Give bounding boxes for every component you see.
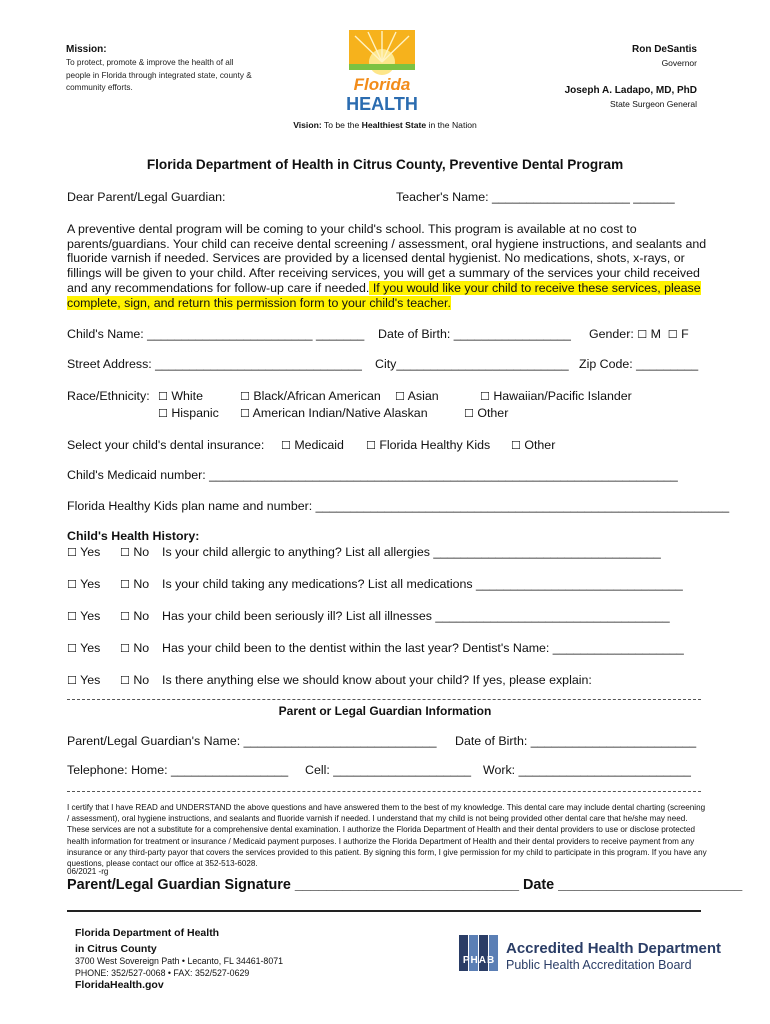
gender-f-checkbox[interactable]: ☐ bbox=[667, 329, 678, 341]
gender-label: Gender: bbox=[589, 327, 634, 341]
q2-medications-field[interactable]: Is your child taking any medications? List all medications ______________________________ bbox=[162, 577, 683, 591]
guardian-name-field[interactable]: Parent/Legal Guardian's Name: ____________________________ bbox=[67, 734, 437, 748]
date-of-birth-field[interactable]: Date of Birth: _________________ bbox=[378, 327, 571, 341]
signature-line[interactable]: Parent/Legal Guardian Signature ____________________________ Date _______________________ bbox=[67, 877, 743, 893]
no-label: No bbox=[133, 609, 150, 623]
yes-label: Yes bbox=[80, 641, 101, 655]
q4-dentist-field[interactable]: Has your child been to the dentist within the last year? Dentist's Name: ___________________ bbox=[162, 641, 684, 655]
checkbox-icon[interactable]: ☐ bbox=[67, 675, 77, 687]
checkbox-icon[interactable]: ☐ bbox=[67, 579, 77, 591]
checkbox-icon[interactable]: ☐ bbox=[281, 440, 291, 452]
q5-explain-field[interactable]: Is there anything else we should know about your child? If yes, please explain: bbox=[162, 673, 592, 687]
mission-text: To protect, promote & improve the health of all people in Florida through integrated state, county & community efforts. bbox=[66, 58, 252, 93]
city-field[interactable]: City_________________________ bbox=[375, 357, 569, 371]
phab-line2: Public Health Accreditation Board bbox=[506, 958, 692, 972]
q2-yes-option[interactable] bbox=[67, 577, 100, 591]
race-white-option[interactable] bbox=[158, 389, 203, 403]
race-asian-option[interactable] bbox=[395, 389, 439, 403]
vision-statement bbox=[0, 120, 770, 130]
q5-yes-option[interactable] bbox=[67, 673, 100, 687]
footer-address: 3700 West Sovereign Path • Lecanto, FL 34461-8071 bbox=[75, 956, 283, 966]
q1-no-option[interactable] bbox=[120, 545, 149, 559]
race-native-label: American Indian/Native Alaskan bbox=[252, 406, 428, 420]
phab-letters: PHAB bbox=[462, 955, 496, 966]
insurance-fhk-option[interactable] bbox=[366, 438, 490, 452]
governor-name: Ron DeSantis bbox=[631, 44, 697, 55]
greeting: Dear Parent/Legal Guardian: bbox=[67, 190, 226, 204]
no-label: No bbox=[133, 641, 150, 655]
checkbox-icon[interactable]: ☐ bbox=[240, 408, 250, 420]
yes-label: Yes bbox=[80, 673, 101, 687]
race-label: Race/Ethnicity: bbox=[67, 389, 150, 403]
insurance-other-label: Other bbox=[524, 438, 556, 452]
surgeon-general-name: Joseph A. Ladapo, MD, PhD bbox=[564, 85, 697, 96]
race-black-option[interactable] bbox=[240, 389, 381, 403]
vision-label: Vision: bbox=[293, 120, 322, 130]
checkbox-icon[interactable]: ☐ bbox=[120, 611, 130, 623]
q3-no-option[interactable] bbox=[120, 609, 149, 623]
yes-label: Yes bbox=[80, 545, 101, 559]
checkbox-icon[interactable]: ☐ bbox=[67, 611, 77, 623]
footer-org-line2: in Citrus County bbox=[75, 943, 157, 955]
race-other-option[interactable] bbox=[464, 406, 508, 420]
checkbox-icon[interactable]: ☐ bbox=[158, 391, 168, 403]
no-label: No bbox=[133, 673, 150, 687]
checkbox-icon[interactable]: ☐ bbox=[120, 643, 130, 655]
intro-text: A preventive dental program will be coming to your child's school. This program is available at no cost to parents/guardians. Your child can receive dental screening / assessment, oral hygiene instructions, and sealants and fluoride varnish if needed. Services are provided by a licensed dental hygienist. No medications, shots, x-rays, or fillings will be given to your child. After receiving services, you will get a summary of the services your child received and any recommendations for follow-up care if needed. bbox=[67, 222, 707, 295]
insurance-medicaid-label: Medicaid bbox=[294, 438, 344, 452]
insurance-label: Select your child's dental insurance: bbox=[67, 438, 265, 452]
footer-phone: PHONE: 352/527-0068 • FAX: 352/527-0629 bbox=[75, 968, 250, 979]
q1-allergies-field[interactable]: Is your child allergic to anything? List all allergies _________________________________ bbox=[162, 545, 661, 559]
q3-yes-option[interactable] bbox=[67, 609, 100, 623]
race-hispanic-option[interactable] bbox=[158, 406, 219, 420]
q5-answer-line[interactable] bbox=[67, 699, 701, 700]
q4-yes-option[interactable] bbox=[67, 641, 100, 655]
logo-word-health: HEALTH bbox=[346, 94, 418, 114]
revision-code: 06/2021 -rg bbox=[67, 867, 109, 876]
form-title: Florida Department of Health in Citrus County, Preventive Dental Program bbox=[146, 157, 624, 172]
medicaid-number-field[interactable]: Child's Medicaid number: ____________________________________________________________________ bbox=[67, 468, 678, 482]
divider bbox=[67, 791, 701, 792]
no-label: No bbox=[133, 577, 150, 591]
guardian-section-title: Parent or Legal Guardian Information bbox=[278, 704, 492, 718]
cell-phone-field[interactable]: Cell: ____________________ bbox=[305, 763, 472, 777]
q2-no-option[interactable] bbox=[120, 577, 149, 591]
checkbox-icon[interactable]: ☐ bbox=[120, 675, 130, 687]
child-name-field[interactable]: Child's Name: ________________________ _______ bbox=[67, 327, 365, 341]
yes-label: Yes bbox=[80, 609, 101, 623]
gender-m-label: M bbox=[650, 327, 661, 341]
checkbox-icon[interactable]: ☐ bbox=[67, 547, 77, 559]
governor-title: Governor bbox=[661, 58, 697, 68]
q1-yes-option[interactable] bbox=[67, 545, 100, 559]
insurance-fhk-label: Florida Healthy Kids bbox=[379, 438, 491, 452]
health-history-title: Child's Health History: bbox=[67, 529, 200, 543]
street-address-field[interactable]: Street Address: ______________________________ bbox=[67, 357, 362, 371]
q3-illnesses-field[interactable]: Has your child been seriously ill? List all illnesses __________________________________ bbox=[162, 609, 670, 623]
checkbox-icon[interactable]: ☐ bbox=[480, 391, 490, 403]
vision-pre: To be the bbox=[323, 120, 362, 130]
yes-label: Yes bbox=[80, 577, 101, 591]
phab-logo bbox=[459, 931, 722, 975]
insurance-other-option[interactable] bbox=[511, 438, 555, 452]
intro-paragraph bbox=[67, 222, 707, 310]
florida-health-logo bbox=[343, 28, 421, 114]
checkbox-icon[interactable]: ☐ bbox=[240, 391, 250, 403]
race-hawaiian-option[interactable] bbox=[480, 389, 632, 403]
race-white-label: White bbox=[171, 389, 204, 403]
gender-f-label: F bbox=[681, 327, 689, 341]
race-hawaiian-label: Hawaiian/Pacific Islander bbox=[493, 389, 632, 403]
checkbox-icon[interactable]: ☐ bbox=[120, 579, 130, 591]
checkbox-icon[interactable]: ☐ bbox=[158, 408, 168, 420]
gender-m-checkbox[interactable]: ☐ bbox=[637, 329, 648, 341]
footer-org-line1: Florida Department of Health bbox=[75, 927, 220, 939]
checkbox-icon[interactable]: ☐ bbox=[67, 643, 77, 655]
q4-no-option[interactable] bbox=[120, 641, 149, 655]
surgeon-general-title: State Surgeon General bbox=[610, 99, 697, 109]
footer-divider bbox=[67, 910, 701, 912]
checkbox-icon[interactable]: ☐ bbox=[395, 391, 405, 403]
checkbox-icon[interactable]: ☐ bbox=[511, 440, 521, 452]
certification-text: I certify that I have READ and UNDERSTAND the above questions and have answered them to the best of my knowledge. This dental care may include dental charting (screening / assessment), oral hygiene instructions, and sealants and fluoride varnish if needed. I understand that my child is not being provided other dental care that he/she may need. These services are not a substitute for a comprehensive dental examination. I authorize the Florida Department of Health and their dental providers to use or disclose protected health information for treatment or insurance / Medicaid payment purposes. I authorize the Florida Department of Health and their dental providers to receive payment from any insurance or any third-party payor that covers the services provided to this patient. By signing this form, I give permission for my child to participate in this program. If you have any questions, please contact our office at 352-513-6028. bbox=[67, 803, 707, 869]
footer-org bbox=[75, 925, 219, 957]
phab-line1: Accredited Health Department bbox=[506, 940, 722, 957]
logo-word-florida: Florida bbox=[353, 75, 411, 94]
work-phone-field[interactable]: Work: _________________________ bbox=[483, 763, 691, 777]
guardian-dob-field[interactable]: Date of Birth: ________________________ bbox=[455, 734, 697, 748]
checkbox-icon[interactable]: ☐ bbox=[366, 440, 376, 452]
no-label: No bbox=[133, 545, 150, 559]
race-hispanic-label: Hispanic bbox=[171, 406, 219, 420]
race-asian-label: Asian bbox=[407, 389, 439, 403]
zip-code-field[interactable]: Zip Code: _________ bbox=[579, 357, 699, 371]
checkbox-icon[interactable]: ☐ bbox=[120, 547, 130, 559]
race-black-label: Black/African American bbox=[253, 389, 381, 403]
mission-title: Mission: bbox=[66, 44, 107, 55]
teacher-name-field[interactable]: Teacher's Name: ____________________ ______ bbox=[396, 190, 675, 204]
race-other-label: Other bbox=[477, 406, 509, 420]
footer-contact bbox=[75, 955, 283, 979]
vision-bold: Healthiest State bbox=[361, 120, 427, 130]
insurance-medicaid-option[interactable] bbox=[281, 438, 344, 452]
intro-highlight: If you would like your child to receive these services, please complete, sign, and return this permission form to your child's teacher. bbox=[67, 280, 701, 310]
vision-post: in the Nation bbox=[426, 120, 477, 130]
gender-group bbox=[589, 327, 689, 341]
fhk-plan-field[interactable]: Florida Healthy Kids plan name and number: ____________________________________________________________ bbox=[67, 499, 730, 513]
home-phone-field[interactable]: Telephone: Home: _________________ bbox=[67, 763, 289, 777]
footer-website: FloridaHealth.gov bbox=[75, 979, 164, 991]
race-native-option[interactable] bbox=[240, 406, 428, 420]
q5-no-option[interactable] bbox=[120, 673, 149, 687]
checkbox-icon[interactable]: ☐ bbox=[464, 408, 474, 420]
